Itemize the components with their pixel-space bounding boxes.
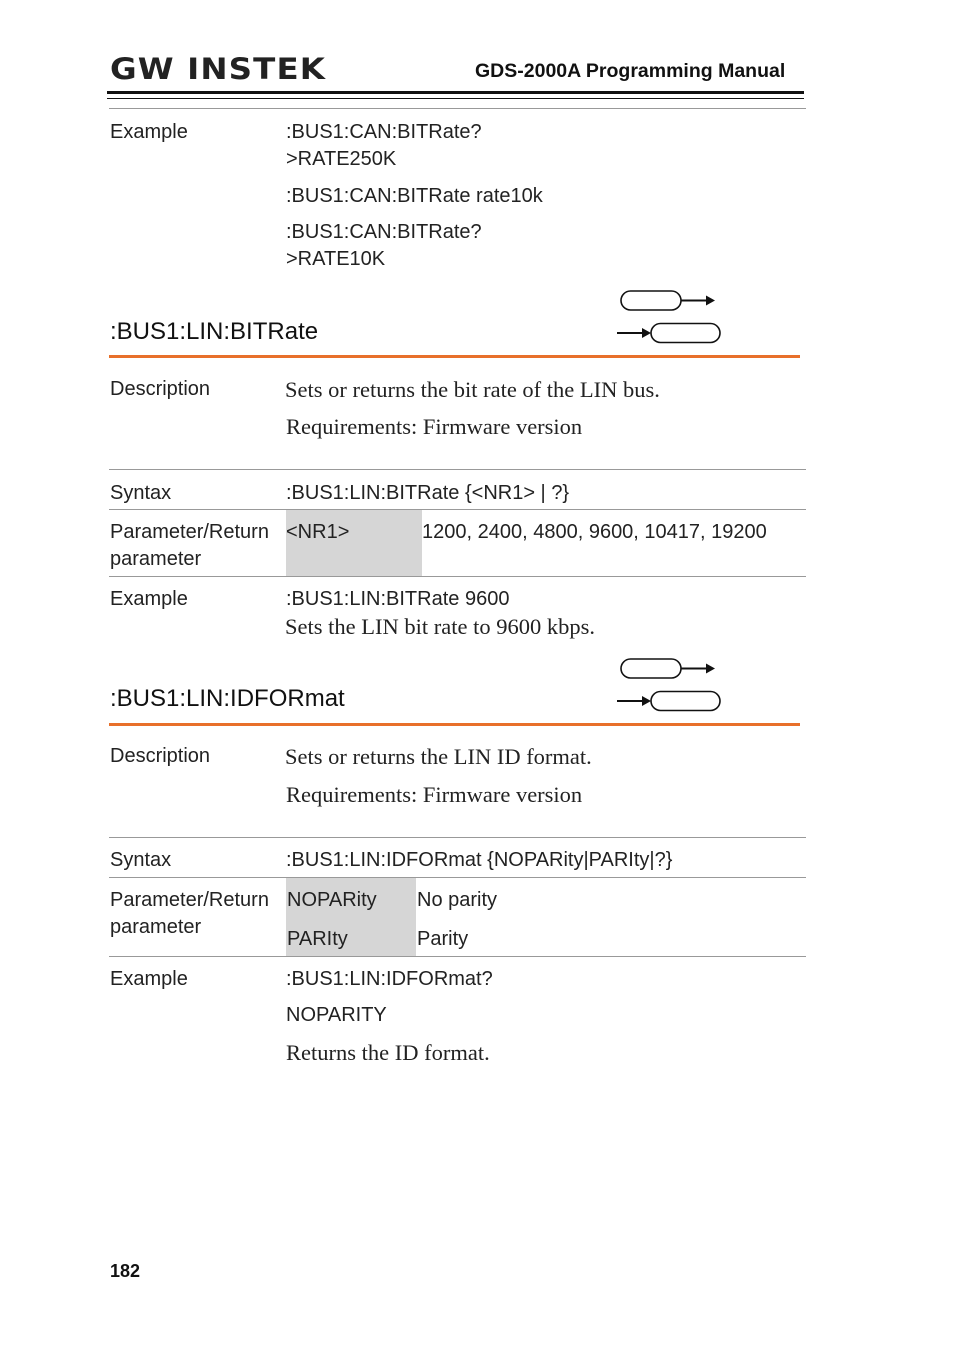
- example-line: :BUS1:LIN:BITRate 9600: [286, 588, 510, 610]
- example-line: :BUS1:CAN:BITRate?: [286, 221, 482, 243]
- param-desc: No parity: [417, 889, 498, 911]
- requirements-text: Requirements: Firmware version: [286, 414, 583, 439]
- example-label: Example: [110, 121, 188, 143]
- divider: [109, 837, 806, 838]
- param-label-2: parameter: [110, 548, 202, 570]
- syntax-text: :BUS1:LIN:BITRate {<NR1> | ?}: [286, 482, 570, 504]
- example-line: :BUS1:LIN:IDFORmat?: [286, 968, 493, 990]
- example-line: NOPARITY: [286, 1004, 387, 1026]
- syntax-label: Syntax: [110, 849, 172, 871]
- page-number: 182: [110, 1261, 141, 1281]
- description-text: Sets or returns the LIN ID format.: [285, 744, 592, 769]
- section-rule: [109, 723, 800, 726]
- divider: [109, 509, 806, 510]
- param-desc: Parity: [417, 928, 469, 950]
- divider: [109, 877, 806, 878]
- example-note: Sets the LIN bit rate to 9600 kbps.: [285, 614, 595, 639]
- param-label: Parameter/Return: [110, 521, 269, 543]
- description-label: Description: [110, 378, 211, 400]
- example-line: :BUS1:CAN:BITRate rate10k: [286, 185, 543, 207]
- example-line: >RATE250K: [286, 148, 397, 170]
- divider: [109, 469, 806, 470]
- param-name: PARIty: [287, 928, 348, 950]
- example-line: >RATE10K: [286, 248, 386, 270]
- section-title: :BUS1:LIN:IDFORmat: [110, 685, 345, 712]
- set-query-icon: [615, 656, 725, 712]
- param-desc: 1200, 2400, 4800, 9600, 10417, 19200: [422, 521, 767, 543]
- section-rule: [109, 355, 800, 358]
- param-name: NOPARity: [287, 889, 377, 911]
- description-label: Description: [110, 745, 211, 767]
- example-note: Returns the ID format.: [286, 1040, 490, 1065]
- param-label-2: parameter: [110, 916, 202, 938]
- requirements-text: Requirements: Firmware version: [286, 782, 583, 807]
- syntax-text: :BUS1:LIN:IDFORmat {NOPARity|PARIty|?}: [286, 849, 673, 871]
- example-line: :BUS1:CAN:BITRate?: [286, 121, 482, 143]
- example-label: Example: [110, 968, 188, 990]
- description-text: Sets or returns the bit rate of the LIN bus.: [285, 377, 660, 402]
- divider: [109, 576, 806, 577]
- divider: [109, 956, 806, 957]
- gw-instek-logo: GW INSTEK: [110, 52, 327, 86]
- example-label: Example: [110, 588, 188, 610]
- param-label: Parameter/Return: [110, 889, 269, 911]
- header-rule: [107, 91, 804, 94]
- manual-title: GDS-2000A Programming Manual: [475, 60, 786, 82]
- section-title: :BUS1:LIN:BITRate: [110, 318, 319, 345]
- syntax-label: Syntax: [110, 482, 172, 504]
- header-rule-thin: [107, 98, 804, 99]
- param-name: <NR1>: [286, 521, 350, 543]
- set-query-icon: [615, 288, 725, 344]
- divider: [109, 108, 806, 109]
